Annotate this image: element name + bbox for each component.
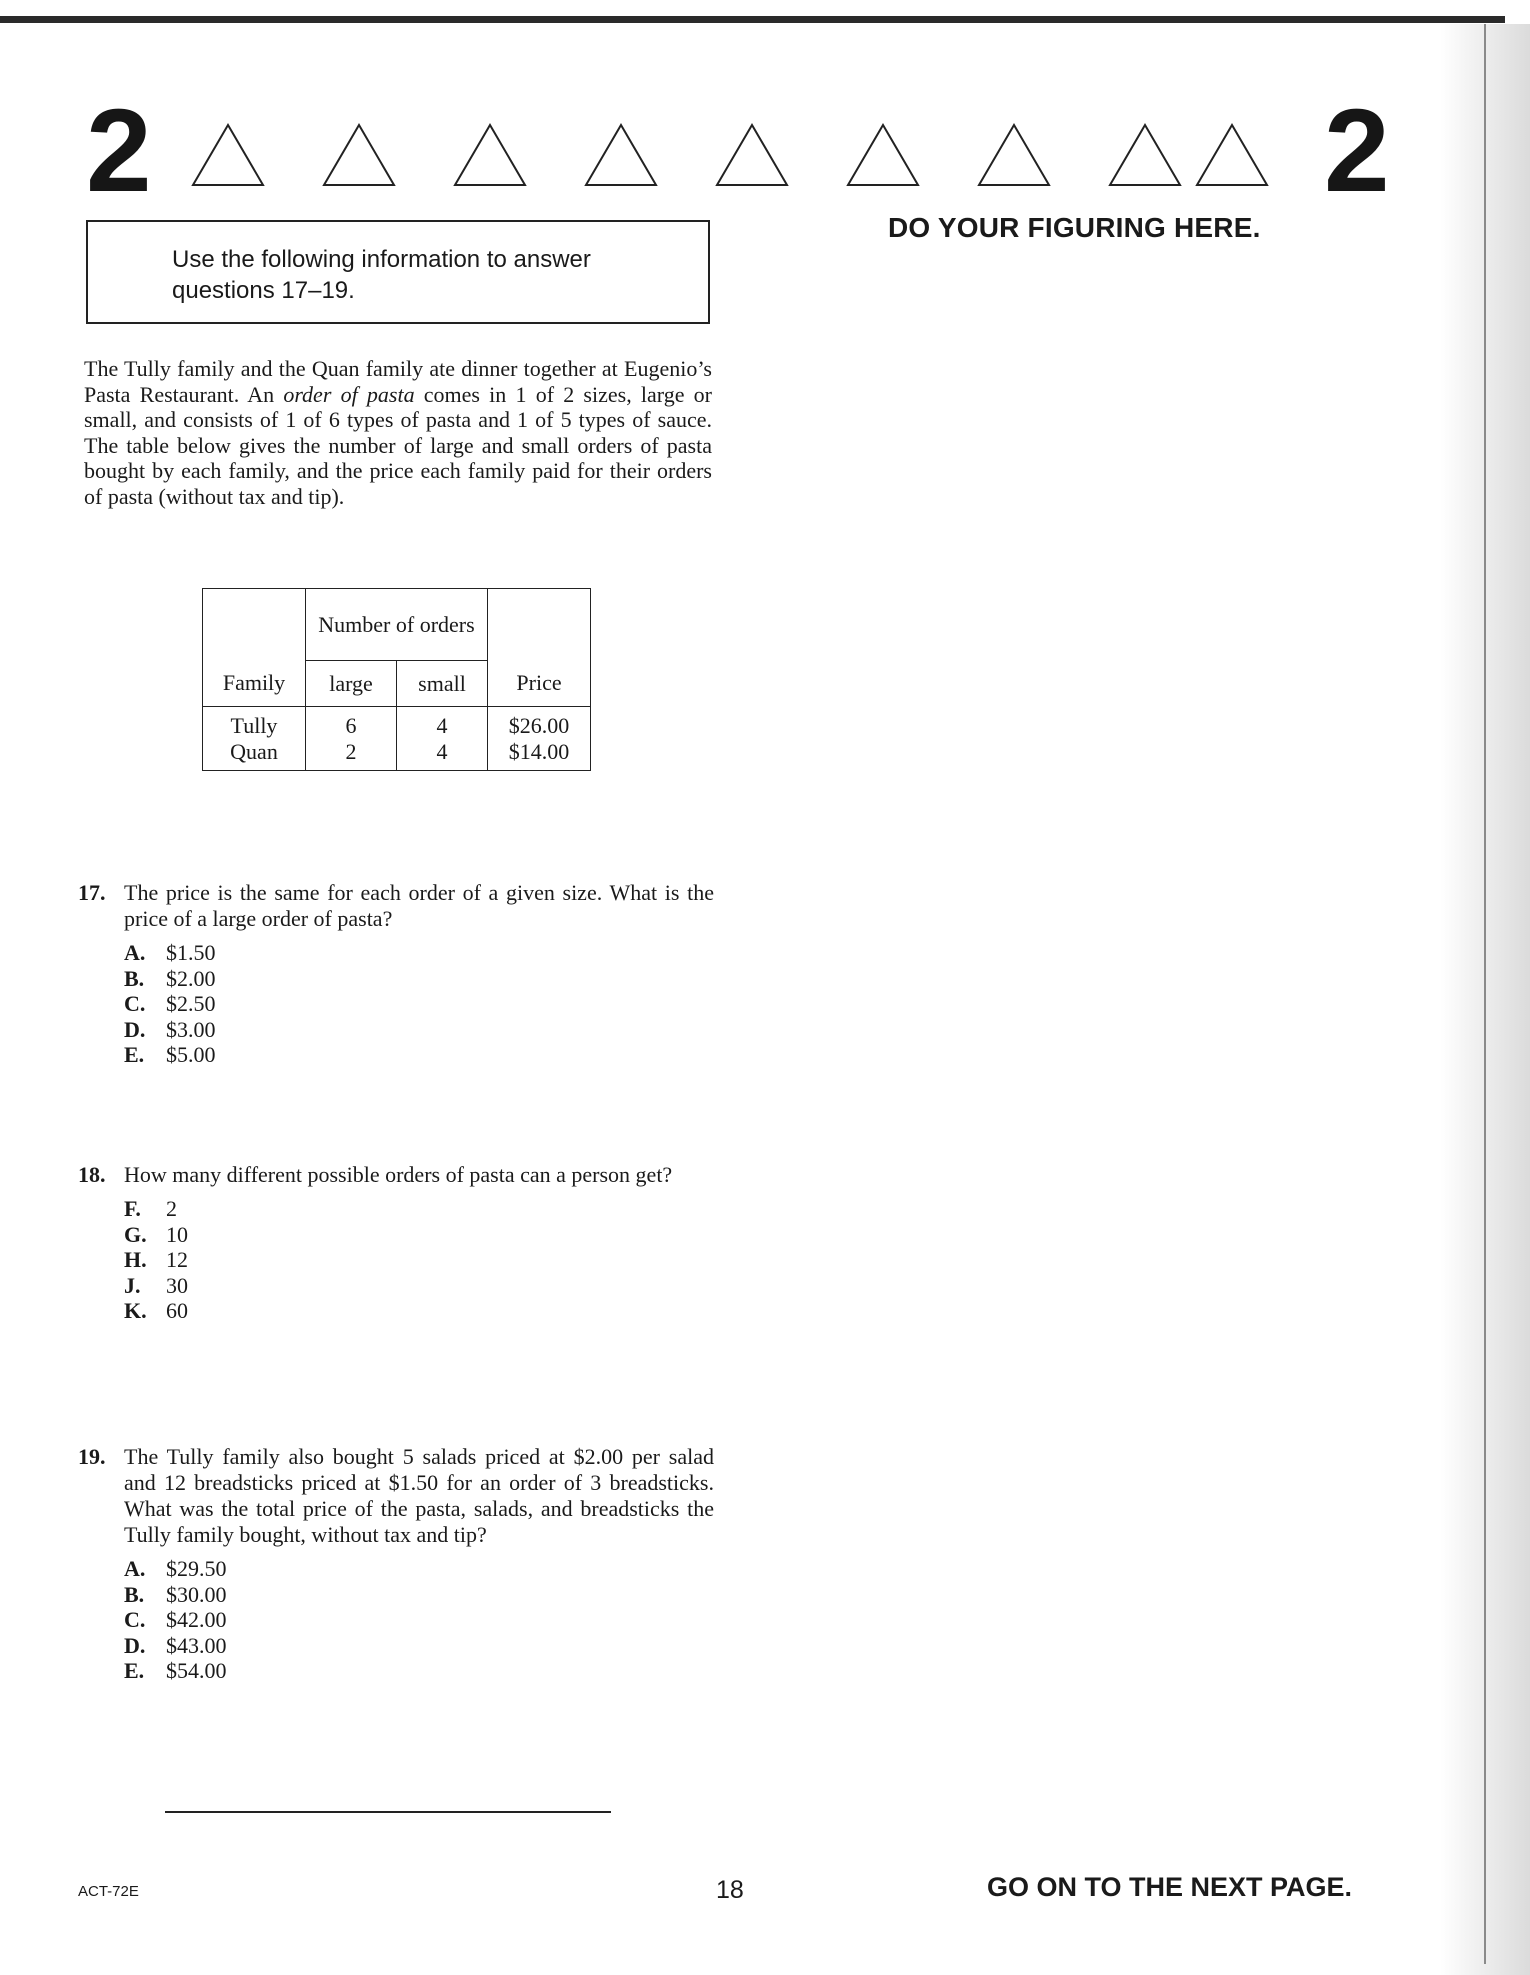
question-text: The Tully family also bought 5 salads priced at $2.00 per salad and 12 breadsticks priced at $1.50 for an order of 3 breadsticks. What was the total price of the pasta, salads, and breadsticks the Tully family bought, without tax and tip? [124,1444,714,1547]
answer-choice[interactable]: E. $54.00 [124,1658,227,1683]
answer-choice[interactable]: B. $30.00 [124,1581,227,1607]
answer-choices [124,1556,714,1684]
row-quan-small: 4 [436,738,448,764]
answer-choice[interactable]: D. $43.00 [124,1632,227,1658]
question-text: How many different possible orders of pasta can a person get? [124,1162,673,1187]
header-small: small [397,661,488,707]
passage-part-1: The Tully family and the Quan family ate dinner together at Eugenio’s Pasta Restaurant. An [84,356,712,407]
triangle-icon [714,122,790,188]
page-edge-line [1484,24,1486,1964]
answer-choice[interactable]: K. 60 [124,1298,188,1323]
price-column [488,707,591,771]
triangle-icon [1194,122,1270,188]
page-number: 18 [716,1876,744,1904]
triangle-icon [976,122,1052,188]
header-large: large [306,661,397,707]
form-code: ACT-72E [78,1883,139,1900]
question-number: 17. [78,880,106,905]
answer-choice[interactable]: D. $3.00 [124,1016,216,1042]
header-number-of-orders: Number of orders [306,589,488,661]
large-column [306,707,397,771]
section-number-left: 2 [86,85,152,217]
end-of-questions-rule [165,1811,611,1813]
row-quan-family: Quan [230,738,278,764]
passage [84,356,712,509]
question-19 [78,1444,714,1684]
triangle-icon [845,122,921,188]
section-number-right: 2 [1324,85,1390,217]
answer-choice[interactable]: C. $2.50 [124,991,216,1016]
answer-choice[interactable]: A. $29.50 [124,1556,227,1581]
row-quan-price: $14.00 [508,738,570,764]
answer-choices [124,1196,714,1324]
triangle-icon [321,122,397,188]
passage-part-2: comes in 1 of 2 sizes, large or small, and consists of 1 of 6 types of pasta and 1 of 5 types of sauce. The table below gives the number of large and small orders of pasta bought by each family, and the price each family paid for their orders of pasta (without tax and tip). [84,381,712,509]
figuring-label: DO YOUR FIGURING HERE. [888,212,1261,243]
answer-choice[interactable]: B. $2.00 [124,965,216,991]
answer-choice[interactable]: F. 2 [124,1196,177,1221]
row-tully-large: 6 [345,712,357,738]
row-tully-family: Tully [230,712,278,738]
passage-emphasis: order of pasta [283,381,415,407]
question-18 [78,1162,714,1324]
header-price: Price [488,589,591,707]
small-column [397,707,488,771]
orders-table [202,588,591,771]
triangle-icon [583,122,659,188]
answer-choice[interactable]: G. 10 [124,1221,188,1247]
info-box [86,220,710,324]
triangle-icon [1107,122,1183,188]
header-family: Family [203,589,306,707]
next-page-instruction: GO ON TO THE NEXT PAGE. [987,1872,1353,1902]
question-number: 18. [78,1162,106,1187]
triangle-icon [190,122,266,188]
question-17 [78,880,714,1068]
triangle-icon [452,122,528,188]
row-tully-small: 4 [436,712,448,738]
question-number: 19. [78,1444,106,1469]
info-box-text: Use the following information to answer questions 17–19. [172,246,591,304]
row-tully-price: $26.00 [508,712,570,738]
answer-choice[interactable]: C. $42.00 [124,1607,227,1632]
answer-choice[interactable]: A. $1.50 [124,940,216,965]
answer-choice[interactable]: E. $5.00 [124,1042,216,1067]
top-rule [0,16,1505,23]
triangle-divider [190,122,1270,188]
answer-choice[interactable]: J. 30 [124,1272,188,1298]
row-quan-large: 2 [345,738,357,764]
family-column [203,707,306,771]
answer-choice[interactable]: H. 12 [124,1247,188,1272]
question-text: The price is the same for each order of a given size. What is the price of a large order of pasta? [124,880,714,931]
answer-choices [124,940,714,1068]
